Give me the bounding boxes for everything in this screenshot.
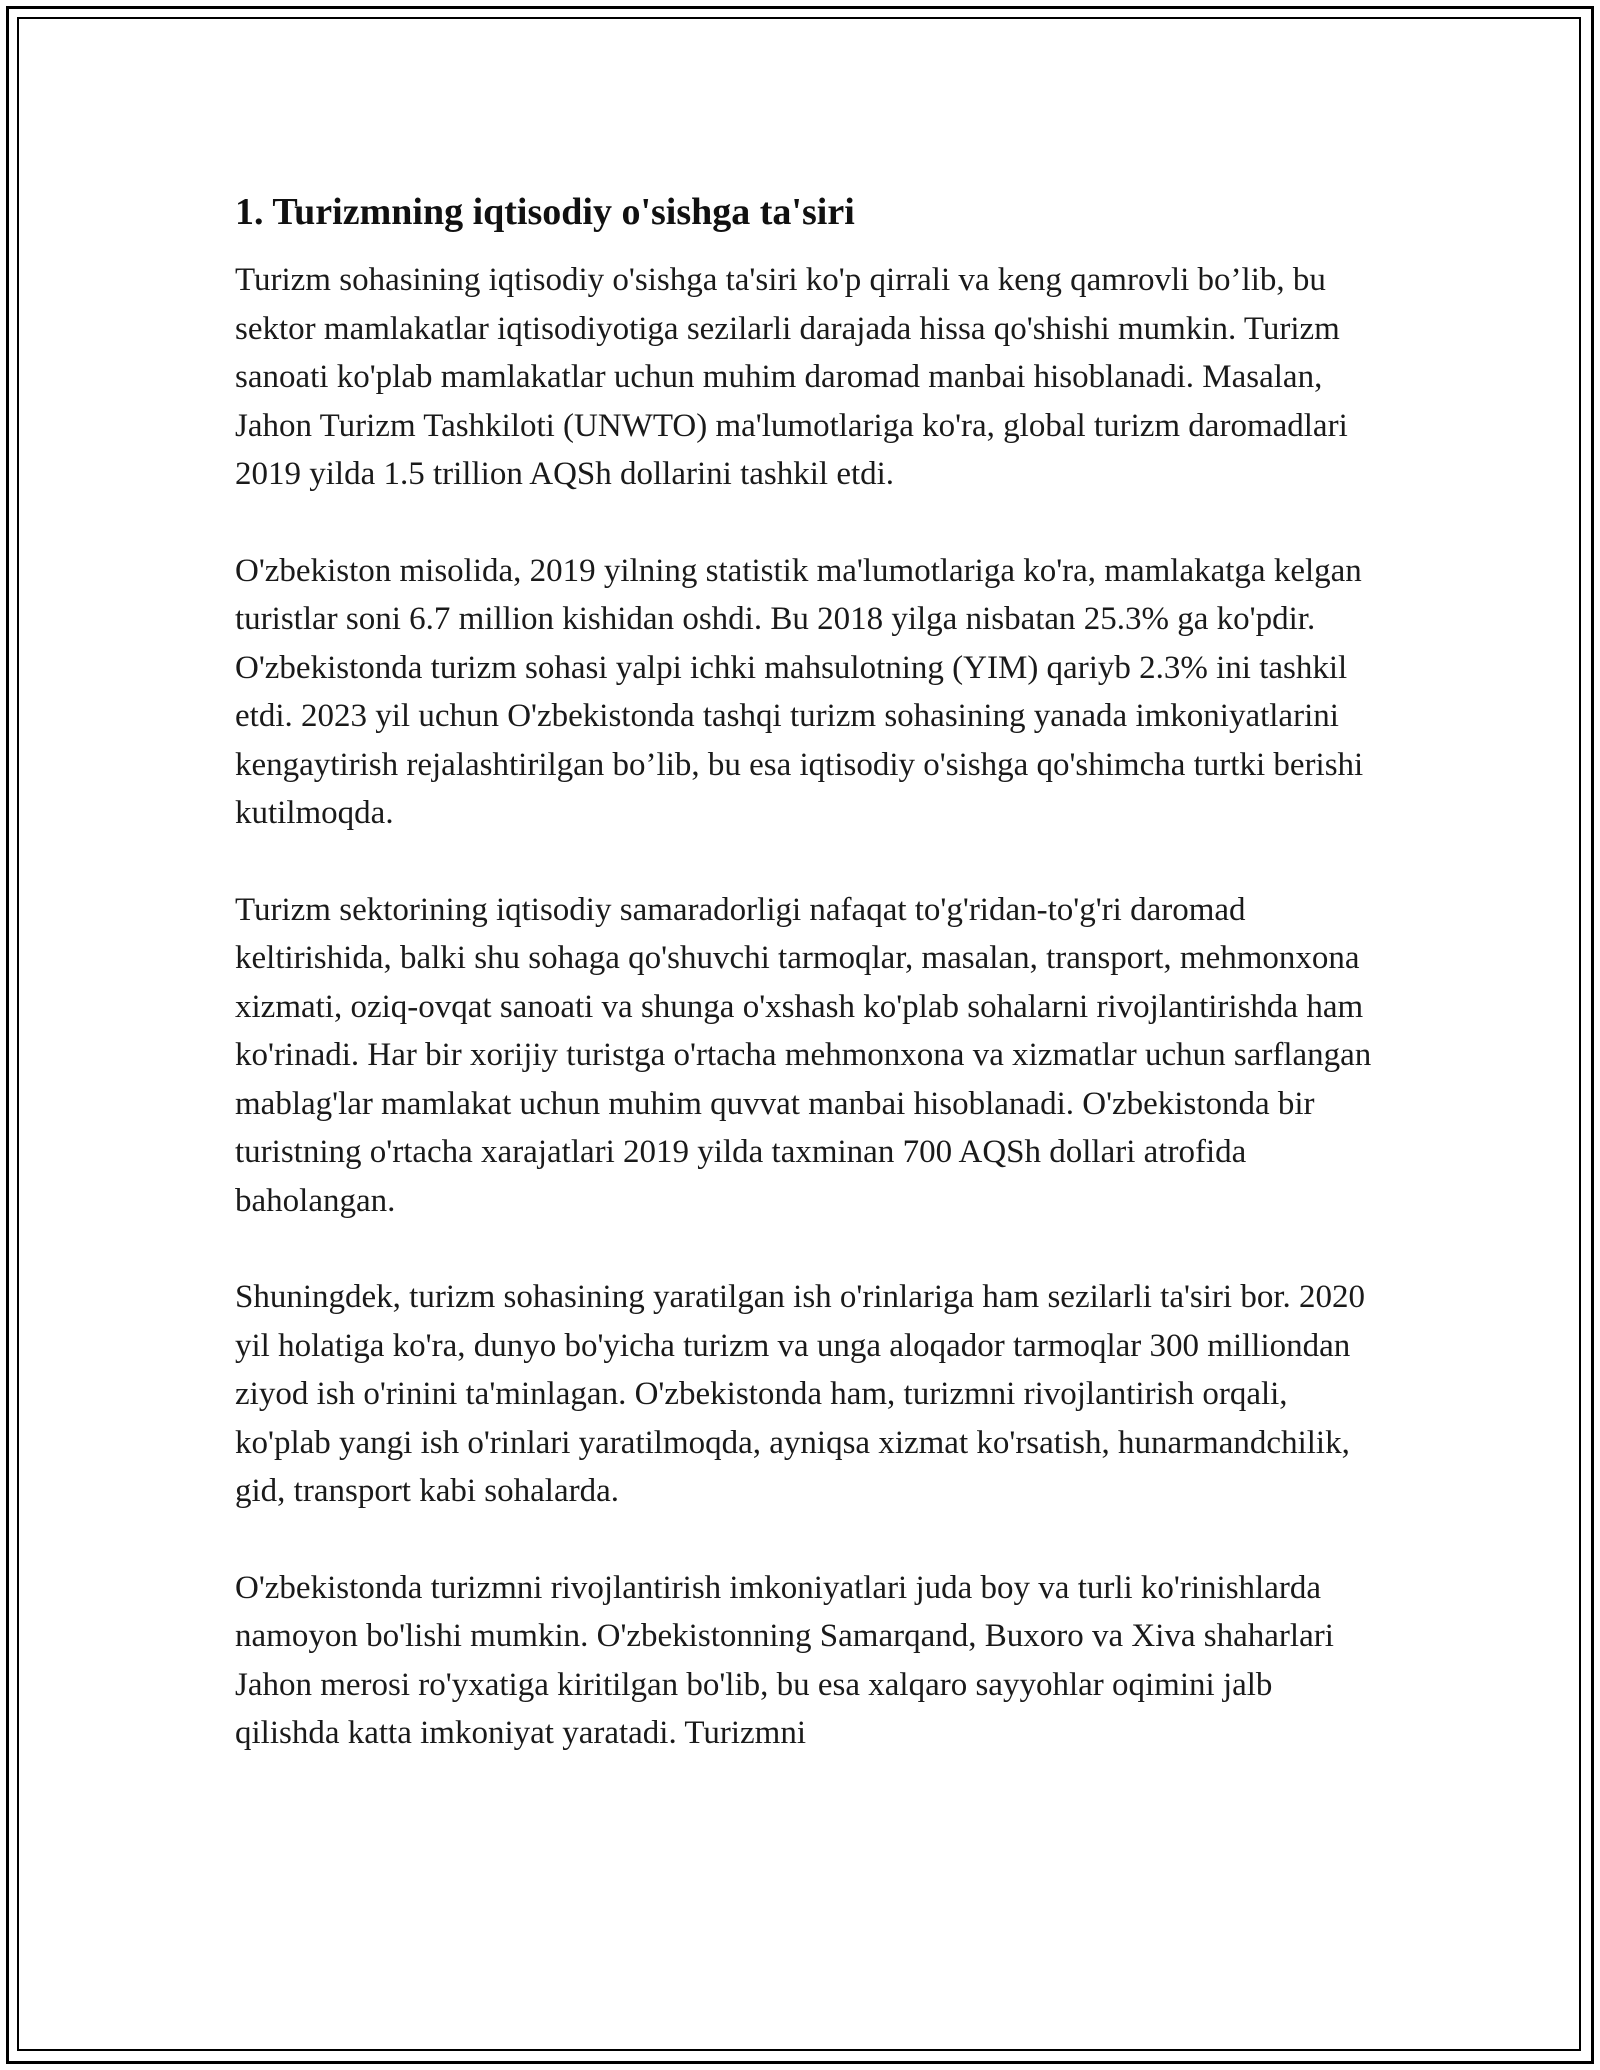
paragraph-2: O'zbekiston misolida, 2019 yilning statistik ma'lumotlariga ko'ra, mamlakatga kelgan turistlar soni 6.7 million kishidan oshdi. Bu 2018 yilga nisbatan 25.3% ga ko'pdir. O'zbekistonda turizm sohasi yalpi ichki mahsulotning (YIM) qariyb 2.3% ini tashkil etdi. 2023 yil uchun O'zbekistonda tashqi turizm sohasining yanada imkoniyatlarini kengaytirish rejalashtirilgan bo’lib, bu esa iqtisodiy o'sishga qo'shimcha turtki berishi kutilmoqda.	[235, 552, 1364, 831]
paragraph-3: Turizm sektorining iqtisodiy samaradorligi nafaqat to'g'ridan-to'g'ri daromad keltirishida, balki shu sohaga qo'shuvchi tarmoqlar, masalan, transport, mehmonxona xizmati, oziq-ovqat sanoati va shunga o'xshash ko'plab sohalarni rivojlantirishda ham ko'rinadi. Har bir xorijiy turistga o'rtacha mehmonxona va xizmatlar uchun sarflangan mablag'lar mamlakat uchun muhim quvvat manbai hisoblanadi. O'zbekistonda bir turistning o'rtacha xarajatlari 2019 yilda taxminan 700 AQSh dollari atrofida baholangan.	[235, 891, 1372, 1219]
paragraph-1: Turizm sohasining iqtisodiy o'sishga ta'siri ko'p qirrali va keng qamrovli bo’lib, bu sektor mamlakatlar iqtisodiyotiga sezilarli darajada hissa qo'shishi mumkin. Turizm sanoati ko'plab mamlakatlar uchun muhim daromad manbai hisoblanadi. Masalan, Jahon Turizm Tashkiloti (UNWTO) ma'lumotlariga ko'ra, global turizm daromadlari 2019 yilda 1.5 trillion AQSh dollarini tashkil etdi.	[235, 262, 1348, 492]
paragraph-5: O'zbekistonda turizmni rivojlantirish imkoniyatlari juda boy va turli ko'rinishlarda namoyon bo'lishi mumkin. O'zbekistonning Samarqand, Buxoro va Xiva shaharlari Jahon merosi ro'yxatiga kiritilgan bo'lib, bu esa xalqaro sayyohlar oqimini jalb qilishda katta imkoniyat yaratadi. Turizmni	[235, 1569, 1334, 1751]
paragraph-4: Shuningdek, turizm sohasining yaratilgan ish o'rinlariga ham sezilarli ta'siri bor. 2020 yil holatiga ko'ra, dunyo bo'yicha turizm va unga aloqador tarmoqlar 300 milliondan ziyod ish o'rinini ta'minlagan. O'zbekistonda ham, turizmni rivojlantirish orqali, ko'plab yangi ish o'rinlari yaratilmoqda, ayniqsa xizmat ko'rsatish, hunarmandchilik, gid, transport kabi sohalarda.	[235, 1279, 1366, 1509]
section-heading: 1. Turizmning iqtisodiy o'sishga ta'siri	[235, 191, 855, 233]
document-body	[235, 188, 1375, 1806]
